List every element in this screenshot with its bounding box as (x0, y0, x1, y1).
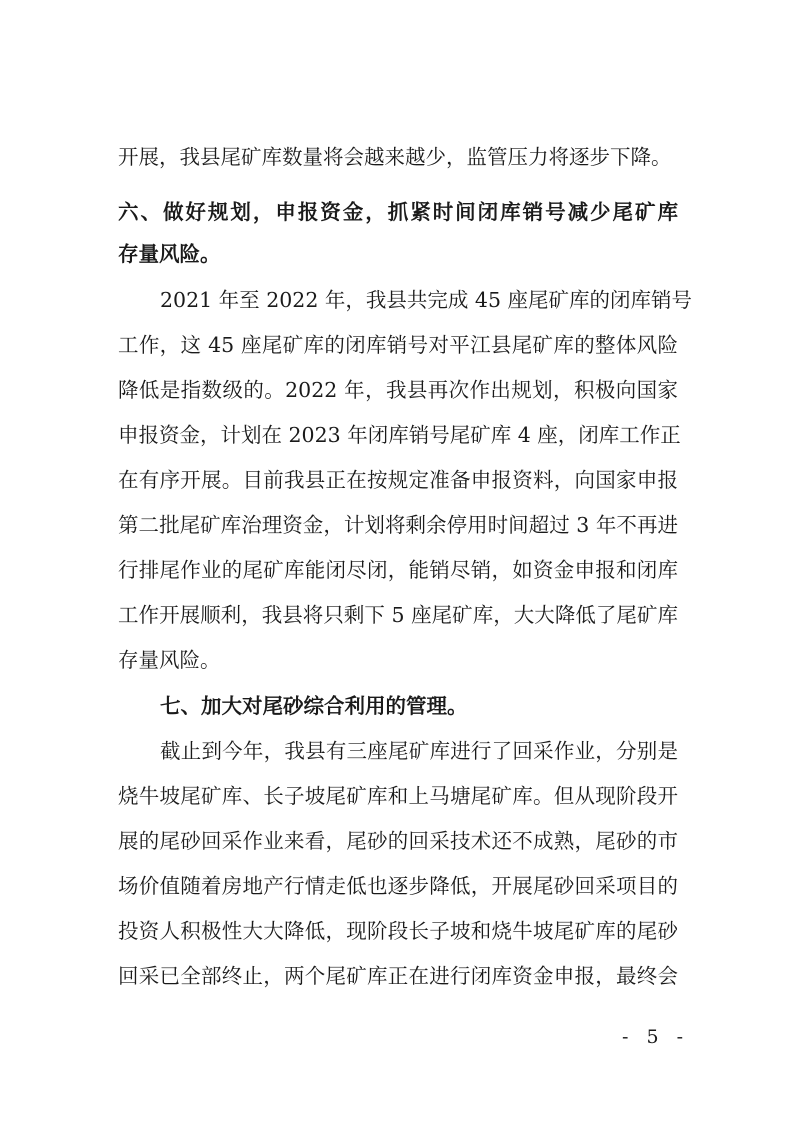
page-number: - 5 - (622, 1026, 690, 1048)
section6-heading-line1: 六、做好规划，申报资金，抓紧时间闭库销号减少尾矿库 (118, 200, 678, 224)
section6-heading-line2: 存量风险。 (118, 242, 221, 266)
section6-paragraph-line: 2021 年至 2022 年，我县共完成 45 座尾矿库的闭库销号 (160, 288, 693, 312)
intro-line: 开展，我县尾矿库数量将会越来越少，监管压力将逐步下降。 (118, 145, 672, 169)
section7-paragraph-line: 截止到今年，我县有三座尾矿库进行了回采作业，分别是 (160, 739, 678, 763)
section6-paragraph-line: 申报资金，计划在 2023 年闭库销号尾矿库 4 座，闭库工作正 (118, 423, 681, 447)
section6-paragraph-line: 存量风险。 (118, 648, 221, 672)
section6-paragraph-line: 降低是指数级的。2022 年，我县再次作出规划，积极向国家 (118, 378, 678, 402)
section6-paragraph-line: 行排尾作业的尾矿库能闭尽闭，能销尽销，如资金申报和闭库 (118, 558, 678, 582)
section6-paragraph-line: 第二批尾矿库治理资金，计划将剩余停用时间超过 3 年不再进 (118, 513, 678, 537)
section6-paragraph-line: 在有序开展。目前我县正在按规定准备申报资料，向国家申报 (118, 468, 678, 492)
section6-paragraph-line: 工作开展顺利，我县将只剩下 5 座尾矿库，大大降低了尾矿库 (118, 603, 678, 627)
section6-paragraph-line: 工作，这 45 座尾矿库的闭库销号对平江县尾矿库的整体风险 (118, 333, 678, 357)
section7-paragraph-line: 场价值随着房地产行情走低也逐步降低，开展尾砂回采项目的 (118, 874, 678, 898)
section7-paragraph-line: 展的尾砂回采作业来看，尾砂的回采技术还不成熟，尾砂的市 (118, 829, 678, 853)
section7-paragraph-line: 回采已全部终止，两个尾矿库正在进行闭库资金申报，最终会 (118, 964, 678, 988)
section7-paragraph-line: 烧牛坡尾矿库、长子坡尾矿库和上马塘尾矿库。但从现阶段开 (118, 784, 678, 808)
section7-heading: 七、加大对尾砂综合利用的管理。 (160, 694, 468, 718)
section7-paragraph-line: 投资人积极性大大降低，现阶段长子坡和烧牛坡尾矿库的尾砂 (118, 919, 678, 943)
